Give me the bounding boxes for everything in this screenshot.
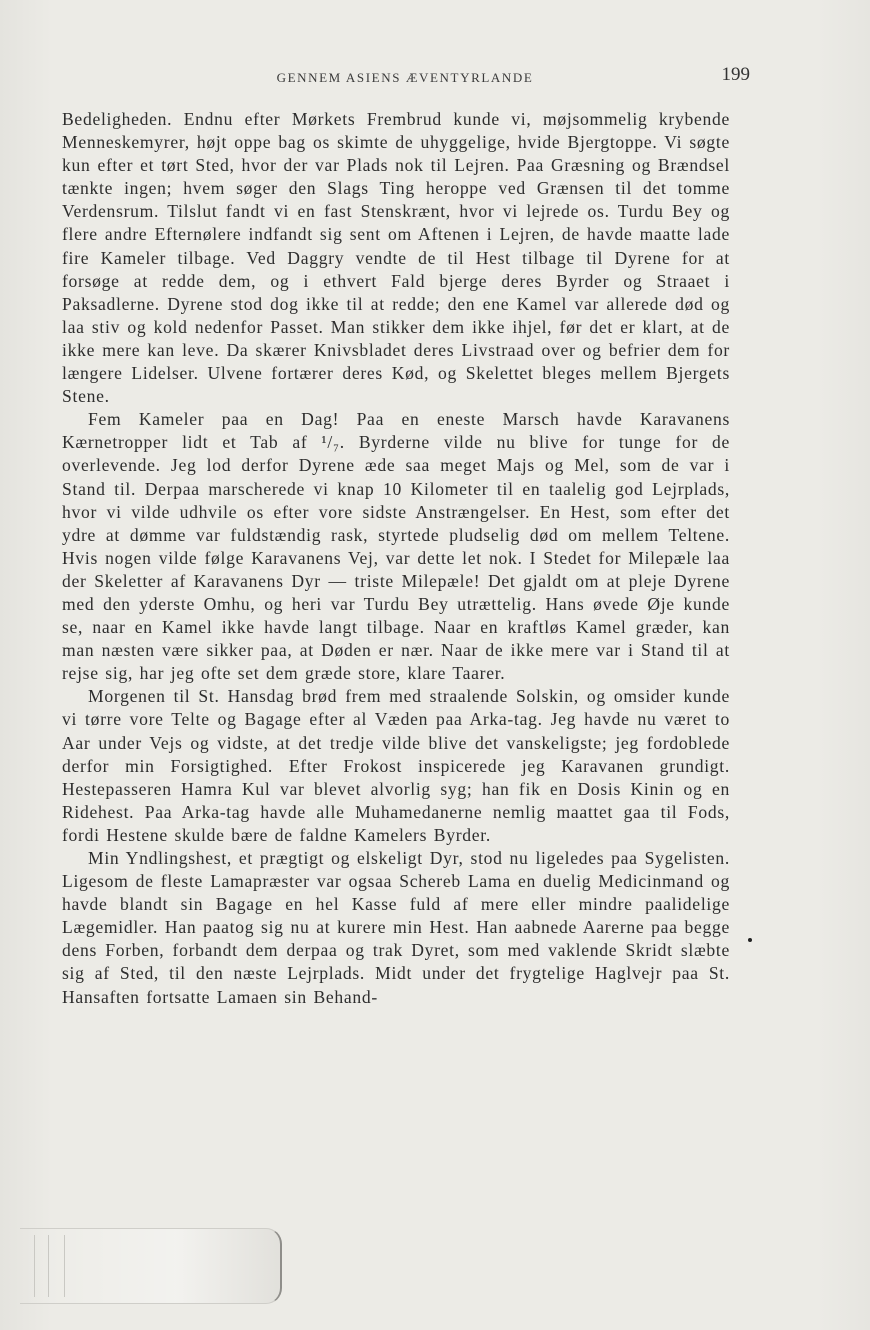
scan-edge-line [34,1235,35,1297]
scan-edge-mark [20,1228,282,1304]
page-number: 199 [721,64,750,85]
paragraph-1: Bedeligheden. Endnu efter Mørkets Frembrud kunde vi, møjsommelig krybende Menneskemyrer, højt oppe bag os skimte de uhyggelige, hvide Bjergtoppe. Vi søgte kun efter et tørt Sted, hvor der var Plads nok til Lejren. Paa Græsning og Brændsel tænkte ingen; hvem søger den Slags Ting heroppe ved Grænsen til det tomme Verdensrum. Tilslut fandt vi en fast Stenskrænt, hvor vi lejrede os. Turdu Bey og flere andre Efternølere indfandt sig sent om Aftenen i Lejren, de havde maatte lade fire Kameler tilbage. Ved Daggry vendte de til Hest tilbage til Dyrene for at forsøge at redde dem, og i ethvert Fald bjerge deres Byrder og Straaet i Paksadlerne. Dyrene stod dog ikke til at redde; den ene Kamel var allerede død og laa stiv og kold nedenfor Passet. Man stikker dem ikke ihjel, før det er klart, at de ikke mere kan leve. Da skærer Knivsbladet deres Livstraad over og befrier dem for længere Lidelser. Ulvene fortærer deres Kød, og Skelettet bleges mellem Bjergets Stene. [62,109,730,407]
paragraph-3: Morgenen til St. Hansdag brød frem med straalende Solskin, og omsider kunde vi tørre vore Telte og Bagage efter al Væden paa Arka-tag. Jeg havde nu været to Aar under Vejs og vidste, at det tredje vilde blive det vanskeligste; jeg fordoblede derfor min Forsigtighed. Efter Frokost inspicerede jeg Karavanen grundigt. Hestepasseren Hamra Kul var blevet alvorlig syg; han fik en Dosis Kinin og en Ridehest. Paa Arka-tag havde alle Muhamedanerne nemlig maattet gaa til Fods, fordi Hestene skulde bære de faldne Kamelers Byrder. [62,686,730,845]
scan-edge-line [48,1235,49,1297]
ink-speck [748,938,752,942]
running-head [60,64,750,92]
header-title: GENNEM ASIENS ÆVENTYRLANDE [276,70,534,85]
body-text [62,108,730,1009]
scan-edge-line [64,1235,65,1297]
paragraph-2: Fem Kameler paa en Dag! Paa en eneste Marsch havde Karavanens Kærnetropper lidt et Tab af ¹/₇. Byrderne vilde nu blive for tunge for de overlevende. Jeg lod derfor Dyrene æde saa meget Majs og Mel, som de var i Stand til. Derpaa marscherede vi knap 10 Kilometer til en taalelig god Lejrplads, hvor vi vilde udhvile os efter vore sidste Anstrængelser. En Hest, som efter det ydre at dømme var fuldstændig rask, styrtede pludselig død om mellem Teltene. Hvis nogen vilde følge Karavanens Vej, var dette let nok. I Stedet for Milepæle laa der Skeletter af Karavanens Dyr — triste Milepæle! Det gjaldt om at pleje Dyrene med den yderste Omhu, og heri var Turdu Bey utrættelig. Hans øvede Øje kunde se, naar en Kamel ikke havde langt tilbage. Naar en kraftløs Kamel græder, kan man næsten være sikker paa, at Døden er nær. Naar de ikke mere var i Stand til at rejse sig, har jeg ofte set dem græde store, klare Taarer. [62,409,730,684]
paragraph-4: Min Yndlingshest, et prægtigt og elskeligt Dyr, stod nu ligeledes paa Sygelisten. Ligesom de fleste Lamapræster var ogsaa Schereb Lama en duelig Medicinmand og havde blandt sin Bagage en hel Kasse fuld af mere eller mindre paalidelige Lægemidler. Han paatog sig nu at kurere min Hest. Han aabnede Aarerne paa begge dens Forben, forbandt dem derpaa og trak Dyret, som med vaklende Skridt slæbte sig af Sted, til den næste Lejrplads. Midt under det frygtelige Haglvejr paa St. Hansaften fortsatte Lamaen sin Behand- [62,848,730,1007]
